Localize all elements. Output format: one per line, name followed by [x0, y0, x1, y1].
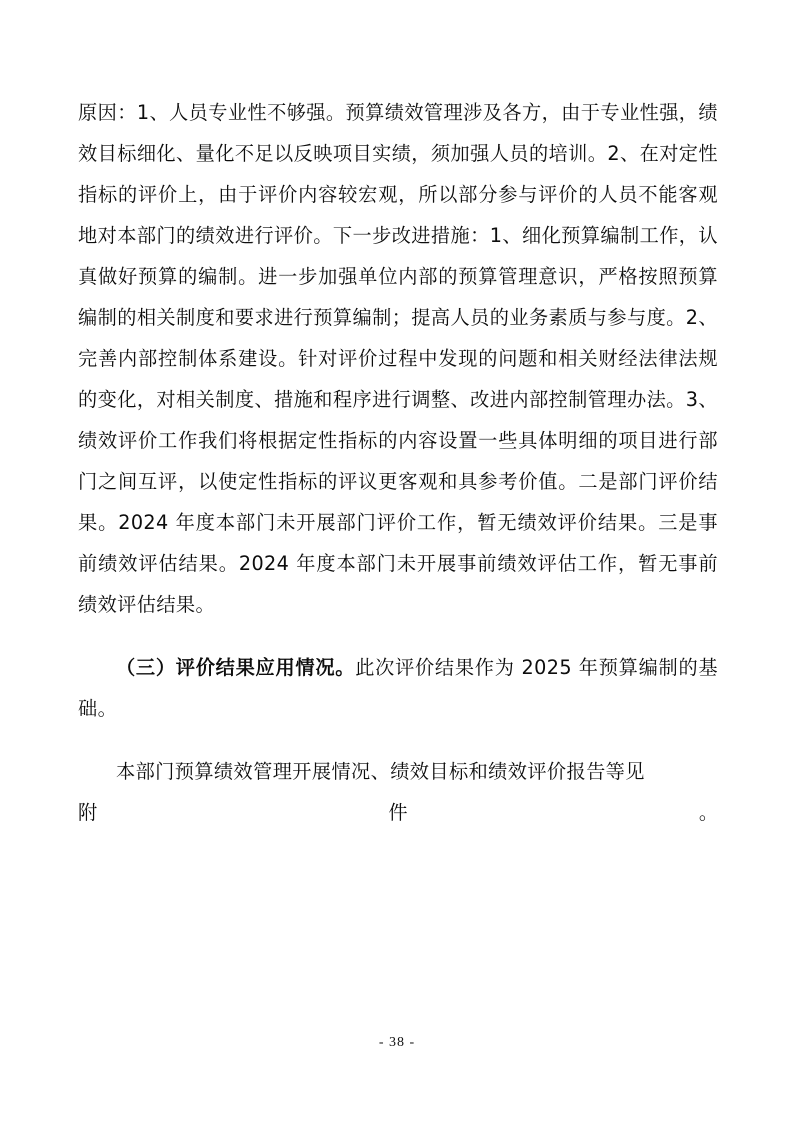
attachment-label-left: 附: [78, 801, 98, 824]
section-heading: （三）评价结果应用情况。: [116, 656, 356, 679]
paragraph-reasons-and-improvements: 原因：1、人员专业性不够强。预算绩效管理涉及各方，由于专业性强，绩效目标细化、量化不足以反映项目实绩，须加强人员的培训。2、在对定性指标的评价上，由于评价内容较宏观，所以部分参与评价的人员不能客观地对本部门的绩效进行评价。下一步改进措施：1、细化预算编制工作，认真做好预算的编制。进一步加强单位内部的预算管理意识，严格按照预算编制的相关制度和要求进行预算编制；提高人员的业务素质与参与度。2、完善内部控制体系建设。针对评价过程中发现的问题和相关财经法律法规的变化，对相关制度、措施和程序进行调整、改进内部控制管理办法。3、绩效评价工作我们将根据定性指标的内容设置一些具体明细的项目进行部门之间互评，以使定性指标的评议更客观和具参考价值。二是部门评价结果。2024 年度本部门未开展部门评价工作，暂无绩效评价结果。三是事前绩效评估结果。2024 年度本部门未开展事前绩效评估工作，暂无事前绩效评估结果。: [78, 101, 718, 616]
paragraph-attachment-note: 本部门预算绩效管理开展情况、绩效目标和绩效评价报告等见: [116, 760, 645, 783]
attachment-label-right: 。: [698, 801, 718, 824]
page-number: - 38 -: [378, 1035, 416, 1050]
attachment-last-line: [78, 792, 718, 833]
attachment-label-center: 件: [388, 801, 408, 824]
section-body: 此次评价结果作为 2025 年预算编制的基础。: [78, 656, 718, 720]
paragraph-evaluation-application: [78, 647, 718, 729]
page-content: [78, 92, 718, 833]
